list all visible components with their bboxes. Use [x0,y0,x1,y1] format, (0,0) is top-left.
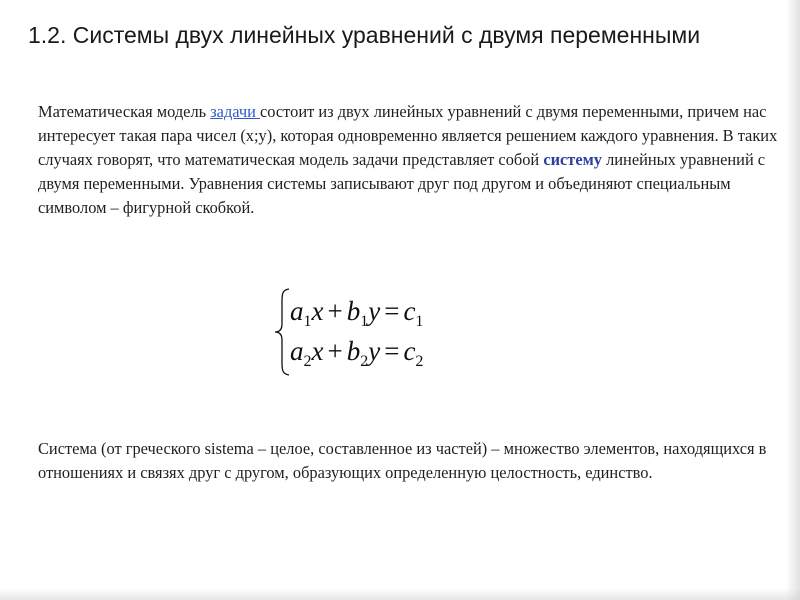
page-shadow-bottom [0,588,800,600]
definition-paragraph: Система (от греческого sistema – целое, составленное из частей) – множество элементов, находящихся в отношениях и связях друг с другом, образующих определенную целостность, единство. [38,439,767,482]
page-shadow-right [786,0,800,600]
intro-text-start: Математическая модель [38,102,211,121]
system-of-equations [272,286,472,378]
intro-text-end: линейных уравнений с двумя переменными. Уравнения системы записывают друг под другом и объединяют специальным символом – фигурной скобкой. [38,150,766,217]
intro-paragraph [38,100,778,220]
system-term: систему [543,150,602,169]
slide-title: 1.2. Системы двух линейных уравнений с двумя переменными [28,22,701,48]
intro-text-middle: состоит из двух линейных уравнений с двумя переменными, причем нас интересует такая пара чисел (х;у), которая одновременно является решением каждого уравнения. В таких случаях говорят, что математическая модель задачи представляет собой [38,102,778,169]
equation-line-1: $a_1x + b_1y = c_1$ [290,296,424,330]
equation-line-2: $a_2x + b_2y = c_2$ [290,336,424,370]
task-link[interactable]: задачи [210,102,261,121]
